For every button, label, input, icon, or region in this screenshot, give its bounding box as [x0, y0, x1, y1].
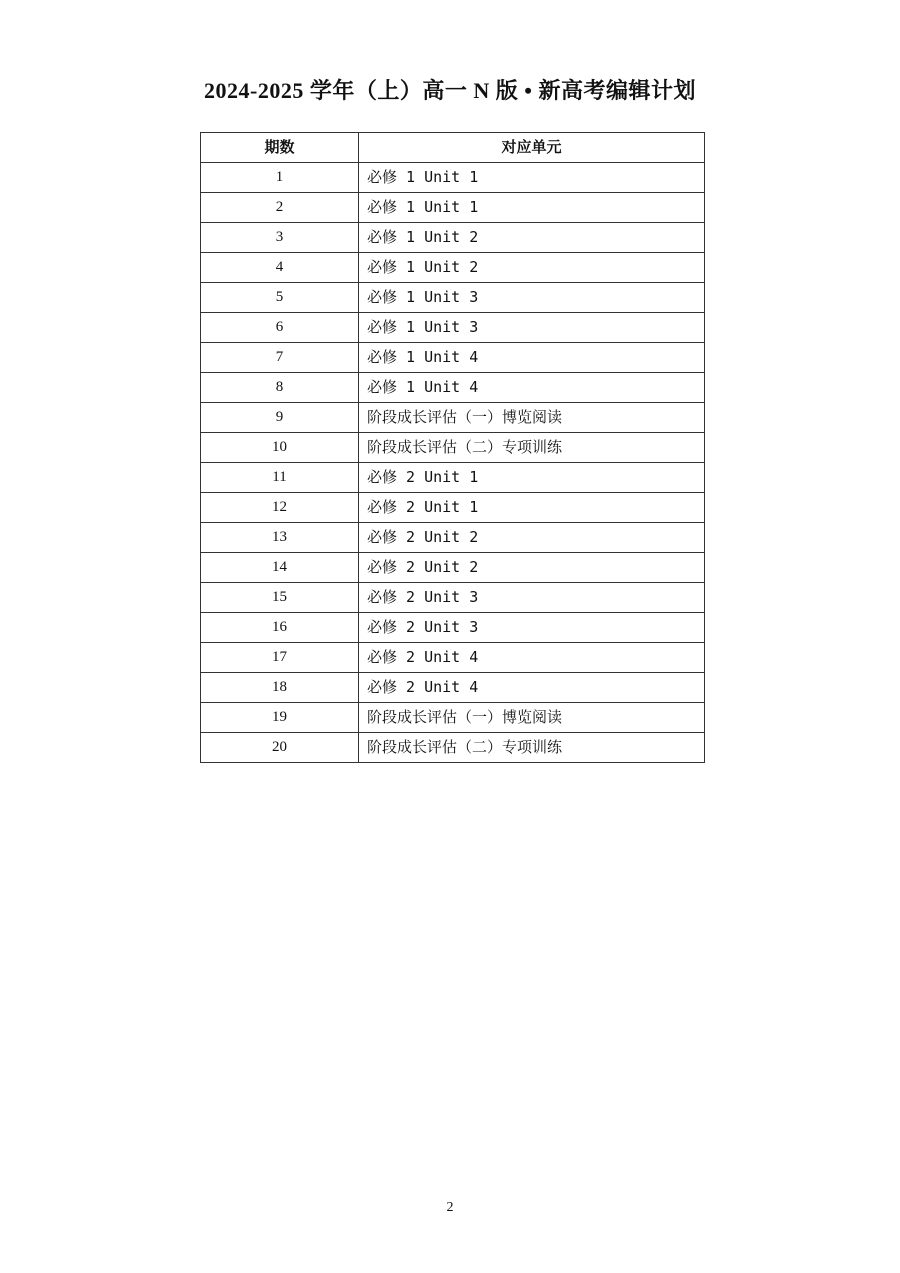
page-number: 2	[446, 1200, 454, 1215]
table-row	[201, 523, 705, 553]
table-row	[201, 493, 705, 523]
table-row	[201, 733, 705, 763]
unit-cell: 必修 2 Unit 2	[359, 553, 705, 583]
issue-cell: 18	[201, 673, 359, 703]
issue-cell: 14	[201, 553, 359, 583]
table-row	[201, 673, 705, 703]
unit-cell: 必修 2 Unit 4	[359, 673, 705, 703]
table-row	[201, 403, 705, 433]
table-row	[201, 553, 705, 583]
unit-cell: 必修 2 Unit 1	[359, 463, 705, 493]
issue-cell: 16	[201, 613, 359, 643]
table-body	[201, 163, 705, 763]
unit-cell: 必修 1 Unit 2	[359, 253, 705, 283]
table-row	[201, 433, 705, 463]
issue-cell: 11	[201, 463, 359, 493]
unit-cell: 必修 2 Unit 3	[359, 583, 705, 613]
unit-cell: 必修 2 Unit 1	[359, 493, 705, 523]
unit-cell: 必修 1 Unit 1	[359, 193, 705, 223]
table-row	[201, 343, 705, 373]
issue-cell: 8	[201, 373, 359, 403]
issue-cell: 7	[201, 343, 359, 373]
issue-cell: 4	[201, 253, 359, 283]
unit-cell: 阶段成长评估（二）专项训练	[359, 433, 705, 463]
header-row	[201, 133, 705, 163]
unit-cell: 必修 1 Unit 4	[359, 343, 705, 373]
issue-cell: 19	[201, 703, 359, 733]
unit-cell: 阶段成长评估（二）专项训练	[359, 733, 705, 763]
issue-cell: 9	[201, 403, 359, 433]
table-row	[201, 313, 705, 343]
table-row	[201, 283, 705, 313]
editorial-plan-table	[200, 132, 705, 763]
table-header	[201, 133, 705, 163]
unit-cell: 必修 1 Unit 1	[359, 163, 705, 193]
issue-cell: 17	[201, 643, 359, 673]
unit-cell: 阶段成长评估（一）博览阅读	[359, 703, 705, 733]
unit-cell: 必修 2 Unit 4	[359, 643, 705, 673]
unit-cell: 必修 1 Unit 4	[359, 373, 705, 403]
table-row	[201, 163, 705, 193]
table-row	[201, 223, 705, 253]
page-title: 2024-2025 学年（上）高一 N 版 • 新高考编辑计划	[204, 78, 696, 103]
issue-cell: 3	[201, 223, 359, 253]
table-row	[201, 373, 705, 403]
unit-cell: 必修 2 Unit 2	[359, 523, 705, 553]
header-issue: 期数	[201, 133, 359, 163]
header-unit: 对应单元	[359, 133, 705, 163]
issue-cell: 15	[201, 583, 359, 613]
issue-cell: 5	[201, 283, 359, 313]
table-row	[201, 463, 705, 493]
unit-cell: 必修 2 Unit 3	[359, 613, 705, 643]
table-row	[201, 643, 705, 673]
table-row	[201, 193, 705, 223]
issue-cell: 6	[201, 313, 359, 343]
issue-cell: 13	[201, 523, 359, 553]
unit-cell: 必修 1 Unit 3	[359, 283, 705, 313]
table-row	[201, 613, 705, 643]
issue-cell: 1	[201, 163, 359, 193]
table-row	[201, 583, 705, 613]
issue-cell: 2	[201, 193, 359, 223]
issue-cell: 10	[201, 433, 359, 463]
issue-cell: 12	[201, 493, 359, 523]
table-row	[201, 253, 705, 283]
unit-cell: 必修 1 Unit 2	[359, 223, 705, 253]
issue-cell: 20	[201, 733, 359, 763]
unit-cell: 必修 1 Unit 3	[359, 313, 705, 343]
table-row	[201, 703, 705, 733]
unit-cell: 阶段成长评估（一）博览阅读	[359, 403, 705, 433]
